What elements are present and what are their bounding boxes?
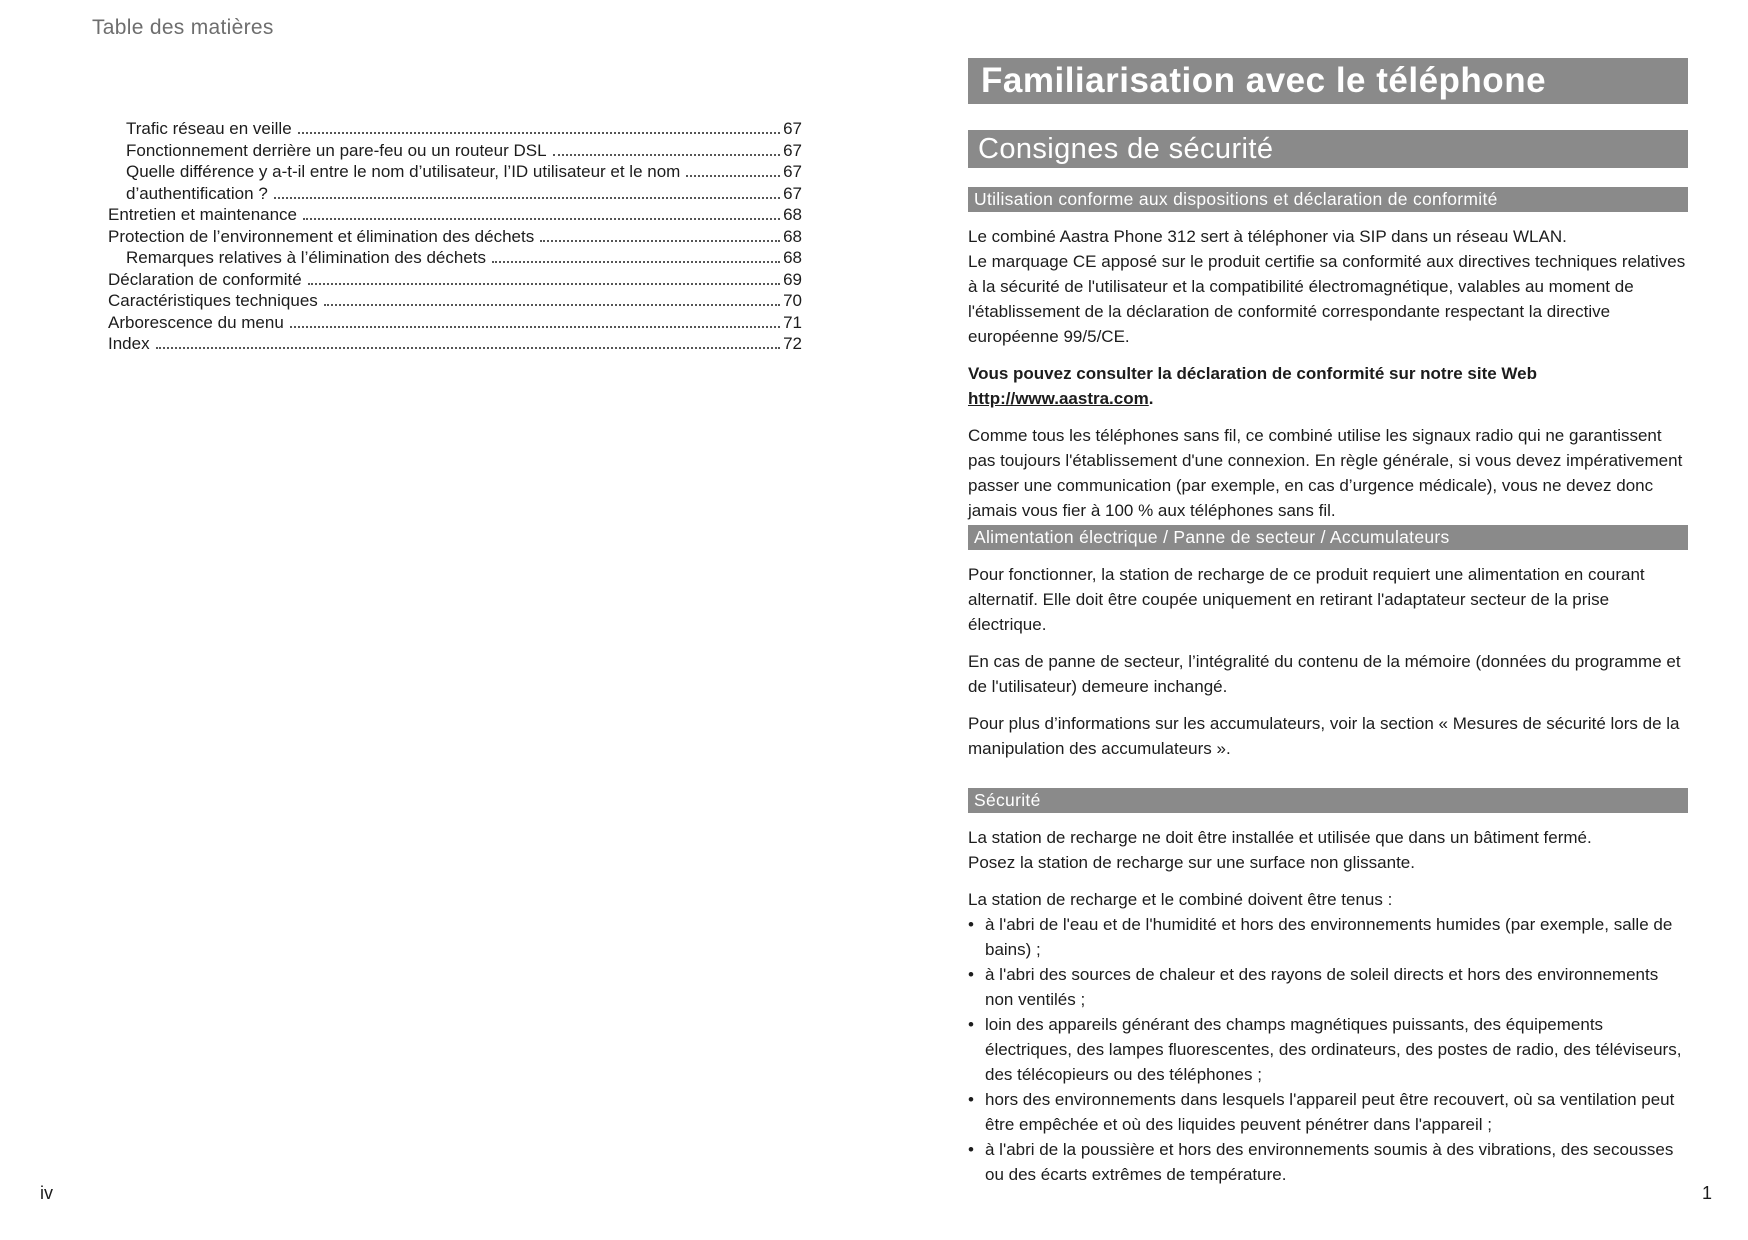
aastra-website-link[interactable]: http://www.aastra.com xyxy=(968,389,1149,408)
toc-entry-page: 68 xyxy=(783,226,802,246)
toc-entry[interactable] xyxy=(108,333,802,355)
toc-leader xyxy=(298,131,780,134)
conformity-paragraph-line: Le combiné Aastra Phone 312 sert à téléphoner via SIP dans un réseau WLAN. xyxy=(968,227,1567,246)
toc-leader xyxy=(553,153,781,156)
conformity-paragraph: Le marquage CE apposé sur le produit certifie sa conformité aux directives techniques relatives à la sécurité de l'utilisateur et la compatibilité électromagnétique, valables au moment de l'établissement de la déclaration de conformité correspondante respectant la directive européenne 99/5/CE. xyxy=(968,252,1686,346)
toc-entry-page: 67 xyxy=(783,119,802,138)
toc-entry-page: 68 xyxy=(783,205,802,224)
safety-paragraph-line: La station de recharge ne doit être installée et utilisée que dans un bâtiment fermé. xyxy=(968,828,1592,847)
power-paragraph: En cas de panne de secteur, l’intégralité du contenu de la mémoire (données du programme et de l'utilisateur) demeure inchangé. xyxy=(968,652,1681,696)
toc-entry-page: 67 xyxy=(783,140,802,160)
toc-entry[interactable] xyxy=(108,140,802,162)
list-item: • à l'abri de l'eau et de l'humidité et hors des environnements humides (par exemple, salle de bains) ; xyxy=(968,912,1688,962)
toc-entry[interactable] xyxy=(108,118,802,140)
toc-entry[interactable] xyxy=(108,161,802,183)
toc-leader xyxy=(156,346,780,349)
toc-leader xyxy=(308,282,780,285)
toc-leader xyxy=(290,325,780,328)
toc-entry-page: 71 xyxy=(783,312,802,332)
toc-entry-page: 67 xyxy=(783,183,802,203)
conformity-website-note xyxy=(968,361,1688,411)
list-item: • à l'abri des sources de chaleur et des rayons de soleil directs et hors des environnements non ventilés ; xyxy=(968,962,1688,1012)
toc-entry-page: 67 xyxy=(783,162,802,181)
toc-entry-page: 72 xyxy=(783,334,802,353)
toc-leader xyxy=(686,174,780,177)
safety-section xyxy=(968,788,1688,1187)
safety-heading: Sécurité xyxy=(968,788,1688,813)
toc-entry-title: Trafic réseau en veille xyxy=(126,119,292,138)
safety-intro: La station de recharge et le combiné doivent être tenus : xyxy=(968,890,1393,909)
power-section xyxy=(968,525,1688,773)
toc-entry-title: Arborescence du menu xyxy=(108,312,284,332)
conformity-heading: Utilisation conforme aux dispositions et déclaration de conformité xyxy=(968,187,1688,212)
toc-entry[interactable] xyxy=(108,290,802,312)
toc-entry-title: d’authentification ? xyxy=(126,183,268,203)
safety-paragraph-line: Posez la station de recharge sur une surface non glissante. xyxy=(968,853,1415,872)
toc-entry-page: 69 xyxy=(783,269,802,289)
toc-entry-title: Fonctionnement derrière un pare-feu ou un routeur DSL xyxy=(126,140,547,160)
toc-entry-title: Déclaration de conformité xyxy=(108,269,302,289)
website-note-text: Vous pouvez consulter la déclaration de conformité sur notre site Web xyxy=(968,364,1537,383)
toc-entry[interactable] xyxy=(108,183,802,205)
toc-entry-page: 70 xyxy=(783,291,802,310)
toc-entry[interactable] xyxy=(108,247,802,269)
power-paragraph: Pour fonctionner, la station de recharge de ce produit requiert une alimentation en courant alternatif. Elle doit être coupée uniquement en retirant l'adaptateur secteur de la prise électrique. xyxy=(968,565,1645,634)
conformity-section xyxy=(968,187,1688,535)
toc-entry-title: Remarques relatives à l’élimination des déchets xyxy=(126,248,487,267)
safety-bullet-list xyxy=(968,912,1688,1187)
toc-entry-page: 68 xyxy=(783,248,802,267)
toc-entry-title: Index xyxy=(108,334,150,353)
toc-leader xyxy=(274,196,780,199)
toc-entry[interactable] xyxy=(108,312,802,334)
power-heading: Alimentation électrique / Panne de secteur / Accumulateurs xyxy=(968,525,1688,550)
toc-entry[interactable] xyxy=(108,269,802,291)
table-of-contents xyxy=(108,118,802,355)
toc-entry[interactable] xyxy=(108,204,802,226)
right-page xyxy=(874,0,1748,1240)
toc-leader xyxy=(540,239,780,242)
section-title: Consignes de sécurité xyxy=(968,130,1688,168)
page-number: 1 xyxy=(1701,1183,1712,1203)
list-item: • loin des appareils générant des champs magnétiques puissants, des équipements électriques, des lampes fluorescentes, des ordinateurs, des postes de radio, des téléviseurs, des télécopieurs ou des téléphones ; xyxy=(968,1012,1688,1087)
radio-signal-paragraph: Comme tous les téléphones sans fil, ce combiné utilise les signaux radio qui ne garantissent pas toujours l'établissement d'une connexion. En règle générale, si vous devez impérativement passer une communication (par exemple, en cas d’urgence médicale), vous ne devez donc jamais vous fier à 100 % aux téléphones sans fil. xyxy=(968,426,1683,520)
chapter-title: Familiarisation avec le téléphone xyxy=(968,58,1688,104)
toc-leader xyxy=(324,303,780,306)
toc-entry[interactable] xyxy=(108,226,802,248)
toc-entry-title: Caractéristiques techniques xyxy=(108,291,318,310)
list-item: • hors des environnements dans lesquels l'appareil peut être recouvert, où sa ventilation peut être empêchée et où des liquides peuvent pénétrer dans l'appareil ; xyxy=(968,1087,1688,1137)
list-item: • à l'abri de la poussière et hors des environnements soumis à des vibrations, des secousses ou des écarts extrêmes de température. xyxy=(968,1137,1688,1187)
toc-leader xyxy=(303,217,780,220)
toc-entry-title: Entretien et maintenance xyxy=(108,205,298,224)
running-head: Table des matières xyxy=(92,16,274,39)
toc-entry-title: Quelle différence y a-t-il entre le nom d’utilisateur, l’ID utilisateur et le nom xyxy=(126,162,681,181)
power-paragraph: Pour plus d’informations sur les accumulateurs, voir la section « Mesures de sécurité lors de la manipulation des accumulateurs ». xyxy=(968,714,1680,758)
website-note-end: . xyxy=(1148,389,1154,408)
toc-entry-title: Protection de l’environnement et élimination des déchets xyxy=(108,226,535,246)
toc-leader xyxy=(492,260,780,263)
page-number: iv xyxy=(40,1183,53,1203)
